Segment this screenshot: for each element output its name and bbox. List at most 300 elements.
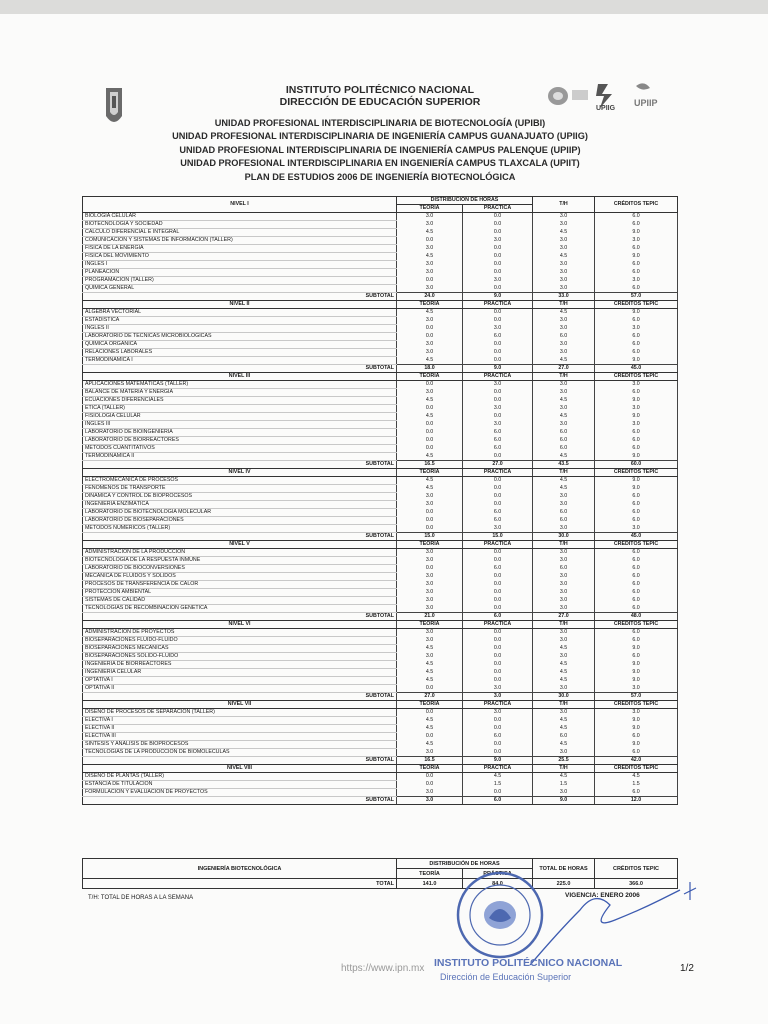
creditos-value: 6.0	[595, 213, 678, 221]
practica-value: 3.0	[463, 421, 533, 429]
practica-value: 0.0	[463, 357, 533, 365]
subject-name: APLICACIONES MATEMÁTICAS (TALLER)	[83, 381, 397, 389]
th-value: 4.5	[533, 413, 595, 421]
teoria-value: 3.0	[397, 493, 463, 501]
subject-name: MECÁNICA DE FLUIDOS Y SÓLIDOS	[83, 573, 397, 581]
subject-name: BIOTECNOLOGÍA Y SOCIEDAD	[83, 221, 397, 229]
teoria-value: 4.5	[397, 717, 463, 725]
practica-value: 6.0	[463, 517, 533, 525]
table-row	[83, 453, 678, 461]
table-row	[83, 653, 678, 661]
practica-value: 1.5	[463, 781, 533, 789]
th-header: T/H	[533, 301, 595, 309]
subtotal-row	[83, 613, 678, 621]
level-header-row	[83, 765, 678, 773]
practica-header: PRÁCTICA	[463, 621, 533, 629]
table-row	[83, 397, 678, 405]
totals-teoria: 141.0	[397, 879, 463, 889]
practica-value: 0.0	[463, 477, 533, 485]
creditos-value: 6.0	[595, 317, 678, 325]
table-row	[83, 277, 678, 285]
creditos-value: 6.0	[595, 333, 678, 341]
teoria-value: 0.0	[397, 509, 463, 517]
practica-value: 6.0	[463, 565, 533, 573]
subtotal-teoria: 24.0	[397, 293, 463, 301]
table-row	[83, 245, 678, 253]
teoria-value: 3.0	[397, 629, 463, 637]
subject-name: DISEÑO DE PLANTAS (TALLER)	[83, 773, 397, 781]
table-row	[83, 597, 678, 605]
subtotal-teoria: 27.0	[397, 693, 463, 701]
th-value: 3.0	[533, 325, 595, 333]
table-row	[83, 429, 678, 437]
institution-header	[120, 84, 640, 108]
subject-name: OPTATIVA I	[83, 677, 397, 685]
subtotal-practica: 6.0	[463, 797, 533, 805]
subject-name: INGENIERÍA ENZIMÁTICA	[83, 501, 397, 509]
table-row	[83, 501, 678, 509]
th-value: 4.5	[533, 677, 595, 685]
table-row	[83, 669, 678, 677]
th-value: 3.0	[533, 573, 595, 581]
th-value: 3.0	[533, 285, 595, 293]
subject-name: BIOSEPARACIONES SÓLIDO-FLUIDO	[83, 653, 397, 661]
teoria-value: 0.0	[397, 525, 463, 533]
creditos-value: 4.5	[595, 773, 678, 781]
creditos-header: CRÉDITOS TEPIC	[595, 765, 678, 773]
subtotal-creditos: 42.0	[595, 757, 678, 765]
th-value: 3.0	[533, 709, 595, 717]
teoria-value: 0.0	[397, 565, 463, 573]
creditos-value: 6.0	[595, 285, 678, 293]
teoria-value: 0.0	[397, 333, 463, 341]
subject-name: BIOLOGÍA CELULAR	[83, 213, 397, 221]
th-value: 4.5	[533, 645, 595, 653]
teoria-value: 0.0	[397, 381, 463, 389]
th-value: 3.0	[533, 629, 595, 637]
th-value: 3.0	[533, 493, 595, 501]
subject-name: ÉTICA (TALLER)	[83, 405, 397, 413]
creditos-value: 6.0	[595, 573, 678, 581]
subject-name: LABORATORIO DE BIOSEPARACIONES	[83, 517, 397, 525]
th-value: 4.5	[533, 741, 595, 749]
table-row	[83, 493, 678, 501]
creditos-header: CRÉDITOS TEPIC	[595, 701, 678, 709]
teoria-value: 0.0	[397, 781, 463, 789]
table-row	[83, 749, 678, 757]
teoria-value: 4.5	[397, 661, 463, 669]
practica-value: 3.0	[463, 277, 533, 285]
creditos-value: 3.0	[595, 685, 678, 693]
teoria-value: 4.5	[397, 725, 463, 733]
subject-name: INGLÉS I	[83, 261, 397, 269]
th-value: 1.5	[533, 781, 595, 789]
subject-name: TECNOLOGÍAS DE RECOMBINACIÓN GENÉTICA	[83, 605, 397, 613]
subtotal-creditos: 57.0	[595, 293, 678, 301]
level-header-row	[83, 621, 678, 629]
table-row	[83, 645, 678, 653]
practica-value: 0.0	[463, 789, 533, 797]
teoria-header: TEORÍA	[397, 541, 463, 549]
level-name: NIVEL VII	[83, 701, 397, 709]
teoria-value: 3.0	[397, 269, 463, 277]
th-value: 3.0	[533, 581, 595, 589]
teoria-header: TEORÍA	[397, 205, 463, 213]
teoria-value: 4.5	[397, 309, 463, 317]
subject-name: CÁLCULO DIFERENCIAL E INTEGRAL	[83, 229, 397, 237]
th-header: T/H	[533, 765, 595, 773]
unit-line: UNIDAD PROFESIONAL INTERDISCIPLINARIA DE INGENIERÍA CAMPUS PALENQUE (UPIIP)	[179, 144, 581, 155]
page-number: 1/2	[680, 963, 694, 974]
svg-text:UPIIG: UPIIG	[596, 105, 616, 112]
teoria-value: 3.0	[397, 221, 463, 229]
table-row	[83, 573, 678, 581]
teoria-value: 3.0	[397, 549, 463, 557]
th-header: T/H	[533, 701, 595, 709]
practica-value: 0.0	[463, 741, 533, 749]
units-header	[120, 117, 640, 184]
subject-name: ELECTROMECÁNICA DE PROCESOS	[83, 477, 397, 485]
subject-name: INGENIERÍA CELULAR	[83, 669, 397, 677]
totals-label: TOTAL	[83, 879, 397, 889]
th-value: 4.5	[533, 309, 595, 317]
creditos-value: 3.0	[595, 277, 678, 285]
th-value: 3.0	[533, 213, 595, 221]
subject-name: SISTEMAS DE CALIDAD	[83, 597, 397, 605]
teoria-value: 0.0	[397, 405, 463, 413]
subtotal-row	[83, 693, 678, 701]
creditos-value: 3.0	[595, 237, 678, 245]
totals-practica-header: PRÁCTICA	[463, 869, 533, 879]
subject-name: SÍNTESIS Y ANÁLISIS DE BIOPROCESOS	[83, 741, 397, 749]
table-row	[83, 589, 678, 597]
teoria-value: 3.0	[397, 261, 463, 269]
teoria-value: 4.5	[397, 413, 463, 421]
creditos-header: CRÉDITOS TEPIC	[595, 373, 678, 381]
subject-name: TERMODINÁMICA II	[83, 453, 397, 461]
creditos-value: 6.0	[595, 245, 678, 253]
subject-name: FENÓMENOS DE TRANSPORTE	[83, 485, 397, 493]
practica-value: 0.0	[463, 653, 533, 661]
table-row	[83, 485, 678, 493]
table-row	[83, 733, 678, 741]
practica-value: 0.0	[463, 317, 533, 325]
th-header: T/H	[533, 541, 595, 549]
totals-creditos: 366.0	[595, 879, 678, 889]
teoria-header: TEORÍA	[397, 469, 463, 477]
practica-value: 4.5	[463, 773, 533, 781]
subtotal-row	[83, 797, 678, 805]
practica-value: 0.0	[463, 253, 533, 261]
table-row	[83, 565, 678, 573]
creditos-value: 6.0	[595, 549, 678, 557]
subject-name: ECUACIONES DIFERENCIALES	[83, 397, 397, 405]
creditos-value: 9.0	[595, 669, 678, 677]
th-header: T/H	[533, 621, 595, 629]
table-row	[83, 781, 678, 789]
th-value: 4.5	[533, 477, 595, 485]
table-row	[83, 661, 678, 669]
subject-name: FISIOLOGÍA CELULAR	[83, 413, 397, 421]
table-row	[83, 261, 678, 269]
teoria-header: TEORÍA	[397, 301, 463, 309]
level-header-row	[83, 373, 678, 381]
totals-teoria-header: TEORÍA	[397, 869, 463, 879]
teoria-value: 4.5	[397, 229, 463, 237]
th-value: 3.0	[533, 349, 595, 357]
creditos-value: 6.0	[595, 269, 678, 277]
practica-header: PRÁCTICA	[463, 373, 533, 381]
subject-name: BIOTECNOLOGÍA DE LA RESPUESTA INMUNE	[83, 557, 397, 565]
teoria-value: 4.5	[397, 485, 463, 493]
table-row	[83, 437, 678, 445]
creditos-value: 6.0	[595, 509, 678, 517]
practica-value: 6.0	[463, 445, 533, 453]
practica-value: 3.0	[463, 709, 533, 717]
creditos-value: 9.0	[595, 677, 678, 685]
teoria-value: 0.0	[397, 437, 463, 445]
subject-name: MÉTODOS NUMÉRICOS (TALLER)	[83, 525, 397, 533]
unit-line: UNIDAD PROFESIONAL INTERDISCIPLINARIA DE INGENIERÍA CAMPUS GUANAJUATO (UPIIG)	[172, 131, 588, 142]
th-value: 3.0	[533, 237, 595, 245]
level-header-row	[83, 541, 678, 549]
creditos-value: 6.0	[595, 349, 678, 357]
teoria-value: 4.5	[397, 669, 463, 677]
table-row	[83, 549, 678, 557]
table-row	[83, 389, 678, 397]
subject-name: QUÍMICA GENERAL	[83, 285, 397, 293]
subtotal-th: 27.0	[533, 365, 595, 373]
subject-name: ELECTIVA I	[83, 717, 397, 725]
th-value: 4.5	[533, 357, 595, 365]
creditos-value: 9.0	[595, 485, 678, 493]
practica-value: 0.0	[463, 669, 533, 677]
creditos-value: 9.0	[595, 661, 678, 669]
creditos-value: 3.0	[595, 525, 678, 533]
subtotal-practica: 27.0	[463, 461, 533, 469]
teoria-header: TEORÍA	[397, 373, 463, 381]
subject-name: ELECTIVA III	[83, 733, 397, 741]
subtotal-creditos: 57.0	[595, 693, 678, 701]
creditos-value: 9.0	[595, 453, 678, 461]
th-value: 3.0	[533, 525, 595, 533]
th-value: 6.0	[533, 733, 595, 741]
level-name: NIVEL VI	[83, 621, 397, 629]
practica-value: 0.0	[463, 213, 533, 221]
teoria-header: TEORÍA	[397, 765, 463, 773]
subtotal-th: 30.0	[533, 693, 595, 701]
subtotal-th: 9.0	[533, 797, 595, 805]
subtotal-creditos: 12.0	[595, 797, 678, 805]
level-name: NIVEL VIII	[83, 765, 397, 773]
vigencia: VIGENCIA: ENERO 2006	[565, 892, 640, 899]
subject-name: ADMINISTRACIÓN DE PROYECTOS	[83, 629, 397, 637]
creditos-value: 9.0	[595, 253, 678, 261]
subtotal-teoria: 16.5	[397, 461, 463, 469]
teoria-value: 0.0	[397, 445, 463, 453]
practica-value: 0.0	[463, 485, 533, 493]
teoria-value: 4.5	[397, 677, 463, 685]
subtotal-practica: 9.0	[463, 757, 533, 765]
teoria-value: 4.5	[397, 741, 463, 749]
subject-name: MÉTODOS CUANTITATIVOS	[83, 445, 397, 453]
creditos-value: 6.0	[595, 605, 678, 613]
th-value: 3.0	[533, 653, 595, 661]
practica-value: 0.0	[463, 245, 533, 253]
subtotal-teoria: 18.0	[397, 365, 463, 373]
th-value: 3.0	[533, 277, 595, 285]
creditos-value: 3.0	[595, 709, 678, 717]
table-row	[83, 725, 678, 733]
teoria-header: TEORÍA	[397, 621, 463, 629]
table-row	[83, 349, 678, 357]
table-row	[83, 325, 678, 333]
creditos-value: 3.0	[595, 325, 678, 333]
practica-value: 6.0	[463, 509, 533, 517]
teoria-value: 3.0	[397, 285, 463, 293]
creditos-value: 6.0	[595, 261, 678, 269]
subtotal-practica: 3.0	[463, 693, 533, 701]
plan-title: PLAN DE ESTUDIOS 2006 DE INGENIERÍA BIOTECNOLÓGICA	[244, 171, 516, 182]
table-row	[83, 773, 678, 781]
creditos-value: 3.0	[595, 421, 678, 429]
th-value: 3.0	[533, 605, 595, 613]
level-name: NIVEL V	[83, 541, 397, 549]
teoria-value: 3.0	[397, 749, 463, 757]
th-value: 3.0	[533, 245, 595, 253]
subject-name: BIOSEPARACIONES FLUIDO-FLUIDO	[83, 637, 397, 645]
creditos-value: 6.0	[595, 733, 678, 741]
subject-name: RELACIONES LABORALES	[83, 349, 397, 357]
creditos-value: 6.0	[595, 557, 678, 565]
subtotal-row	[83, 461, 678, 469]
creditos-value: 9.0	[595, 413, 678, 421]
practica-value: 0.0	[463, 349, 533, 357]
practica-value: 0.0	[463, 309, 533, 317]
creditos-value: 6.0	[595, 589, 678, 597]
subtotal-th: 30.0	[533, 533, 595, 541]
creditos-header: CRÉDITOS TEPIC	[595, 621, 678, 629]
teoria-value: 3.0	[397, 389, 463, 397]
table-row	[83, 557, 678, 565]
table-row	[83, 709, 678, 717]
subject-name: LABORATORIO DE BIOCONVERSIONES	[83, 565, 397, 573]
subtotal-row	[83, 365, 678, 373]
unit-line: UNIDAD PROFESIONAL INTERDISCIPLINARIA DE BIOTECNOLOGÍA (UPIBI)	[214, 118, 546, 128]
subject-name: LABORATORIO DE BIORREACTORES	[83, 437, 397, 445]
creditos-value: 9.0	[595, 717, 678, 725]
teoria-value: 3.0	[397, 349, 463, 357]
level-header-row	[83, 197, 678, 205]
subject-name: LABORATORIO DE BIOTECNOLOGÍA MOLECULAR	[83, 509, 397, 517]
subtotal-label: SUBTOTAL	[83, 613, 397, 621]
subject-name: PROGRAMACIÓN (TALLER)	[83, 277, 397, 285]
table-row	[83, 405, 678, 413]
th-value: 6.0	[533, 333, 595, 341]
totals-practica: 84.0	[463, 879, 533, 889]
subtotal-th: 43.5	[533, 461, 595, 469]
table-row	[83, 421, 678, 429]
footer-direction: Dirección de Educación Superior	[440, 972, 572, 982]
subject-name: TERMODINÁMICA I	[83, 357, 397, 365]
practica-value: 0.0	[463, 229, 533, 237]
th-value: 6.0	[533, 445, 595, 453]
th-value: 4.5	[533, 773, 595, 781]
th-header: T/H	[533, 197, 595, 213]
practica-value: 0.0	[463, 597, 533, 605]
creditos-value: 9.0	[595, 645, 678, 653]
subtotal-practica: 6.0	[463, 613, 533, 621]
table-row	[83, 333, 678, 341]
th-value: 3.0	[533, 549, 595, 557]
practica-value: 0.0	[463, 749, 533, 757]
creditos-value: 6.0	[595, 629, 678, 637]
th-value: 3.0	[533, 389, 595, 397]
subtotal-label: SUBTOTAL	[83, 533, 397, 541]
th-value: 4.5	[533, 453, 595, 461]
creditos-value: 9.0	[595, 357, 678, 365]
th-value: 3.0	[533, 341, 595, 349]
subtotal-creditos: 48.0	[595, 613, 678, 621]
table-row	[83, 525, 678, 533]
practica-header: PRÁCTICA	[463, 701, 533, 709]
creditos-value: 9.0	[595, 309, 678, 317]
th-value: 3.0	[533, 405, 595, 413]
practica-value: 0.0	[463, 493, 533, 501]
distribucion-header: DISTRIBUCIÓN DE HORAS	[397, 197, 533, 205]
th-value: 4.5	[533, 253, 595, 261]
teoria-value: 0.0	[397, 325, 463, 333]
teoria-value: 0.0	[397, 429, 463, 437]
th-header: T/H	[533, 469, 595, 477]
practica-value: 3.0	[463, 381, 533, 389]
practica-header: PRÁCTICA	[463, 205, 533, 213]
creditos-value: 3.0	[595, 381, 678, 389]
th-value: 3.0	[533, 597, 595, 605]
subject-name: ELECTIVA II	[83, 725, 397, 733]
th-value: 6.0	[533, 565, 595, 573]
subject-name: ESTADÍSTICA	[83, 317, 397, 325]
practica-value: 0.0	[463, 269, 533, 277]
subject-name: ADMINISTRACIÓN DE LA PRODUCCIÓN	[83, 549, 397, 557]
practica-header: PRÁCTICA	[463, 301, 533, 309]
subtotal-teoria: 16.5	[397, 757, 463, 765]
scan-top-band	[0, 0, 768, 14]
teoria-value: 3.0	[397, 557, 463, 565]
teoria-value: 0.0	[397, 421, 463, 429]
th-value: 3.0	[533, 317, 595, 325]
subject-name: PROTECCIÓN AMBIENTAL	[83, 589, 397, 597]
creditos-value: 6.0	[595, 429, 678, 437]
teoria-value: 4.5	[397, 453, 463, 461]
th-value: 3.0	[533, 421, 595, 429]
subject-name: PROCESOS DE TRANSFERENCIA DE CALOR	[83, 581, 397, 589]
practica-value: 3.0	[463, 237, 533, 245]
subtotal-teoria: 15.0	[397, 533, 463, 541]
practica-value: 3.0	[463, 405, 533, 413]
creditos-value: 9.0	[595, 477, 678, 485]
subject-name: BIOSEPARACIONES MECÁNICAS	[83, 645, 397, 653]
practica-value: 0.0	[463, 605, 533, 613]
table-row	[83, 253, 678, 261]
practica-value: 0.0	[463, 589, 533, 597]
footer-url: https://www.ipn.mx	[341, 963, 425, 974]
unit-line: UNIDAD PROFESIONAL INTERDISCIPLINARIA EN INGENIERÍA CAMPUS TLAXCALA (UPIIT)	[180, 158, 580, 169]
table-row	[83, 213, 678, 221]
table-row	[83, 317, 678, 325]
teoria-value: 3.0	[397, 589, 463, 597]
teoria-value: 3.0	[397, 317, 463, 325]
